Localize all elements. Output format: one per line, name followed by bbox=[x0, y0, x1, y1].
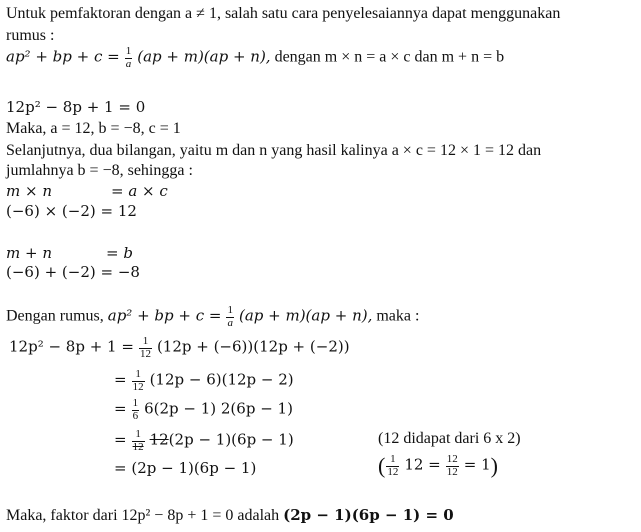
left-paren: ( bbox=[378, 453, 386, 479]
product-lhs: m × n bbox=[6, 182, 52, 200]
step-3-eq: = bbox=[114, 399, 127, 418]
product-values: (−6) × (−2) = 12 bbox=[6, 202, 137, 220]
intro-line-1: Untuk pemfaktoran dengan a ≠ 1, salah satu cara penyelesaiannya dapat menggunakan bbox=[6, 5, 561, 22]
sum-lhs: m + n bbox=[6, 244, 52, 262]
step-4-struck-twelve: 12 bbox=[149, 430, 169, 449]
dengan-rumus-line bbox=[6, 305, 419, 329]
step-5: = (2p − 1)(6p − 1) bbox=[114, 459, 257, 477]
coefficients: Maka, a = 12, b = −8, c = 1 bbox=[6, 120, 181, 137]
sum-values: (−6) + (−2) = −8 bbox=[6, 263, 140, 281]
dengan-rumus-suffix: maka : bbox=[376, 307, 420, 325]
product-rhs: = a × c bbox=[111, 182, 168, 200]
dengan-rumus-prefix: Dengan rumus, bbox=[6, 307, 104, 325]
step-1-rhs: (12p + (−6))(12p + (−2)) bbox=[156, 337, 350, 356]
step-2-eq: = bbox=[114, 370, 127, 389]
equation: 12p² − 8p + 1 = 0 bbox=[6, 98, 146, 116]
step-4 bbox=[114, 429, 294, 453]
conclusion-prefix: Maka, faktor dari 12p² − 8p + 1 = 0 adalah bbox=[6, 507, 280, 524]
fraction-one-over-twelve: $\frac{1}{12}$ bbox=[139, 335, 151, 360]
fraction-one-over-twelve-3: $\frac{1}{12}$ bbox=[387, 453, 399, 478]
fraction-twelve-over-twelve: $\frac{12}{12}$ bbox=[446, 453, 458, 478]
fraction-one-over-a: $\frac{1}{a}$ bbox=[125, 45, 132, 70]
note-fraction-check bbox=[378, 454, 498, 478]
selanjutnya-line-2: jumlahnya b = −8, sehingga : bbox=[6, 162, 193, 179]
step-3 bbox=[114, 398, 293, 422]
step-4-eq: = bbox=[114, 430, 127, 449]
note-2-end: = 1 bbox=[463, 455, 491, 474]
formula-lhs: ap² + bp + c = bbox=[6, 47, 120, 66]
step-1-lhs: 12p² − 8p + 1 = bbox=[9, 337, 134, 356]
fraction-one-over-a-2: $\frac{1}{a}$ bbox=[227, 304, 233, 329]
step-3-rhs: 6(2p − 1) 2(6p − 1) bbox=[144, 399, 293, 418]
conclusion bbox=[6, 508, 454, 524]
note-2-mid: 12 = bbox=[404, 455, 441, 474]
dengan-rumus-lhs: ap² + bp + c = bbox=[107, 306, 222, 325]
step-4-rhs: (2p − 1)(6p − 1) bbox=[168, 430, 294, 449]
note-12-from-6x2: (12 didapat dari 6 x 2) bbox=[378, 430, 521, 447]
formula-rhs: (ap + m)(ap + n), bbox=[137, 47, 271, 66]
step-2-rhs: (12p − 6)(12p − 2) bbox=[149, 370, 294, 389]
conclusion-answer: (2p − 1)(6p − 1) = 0 bbox=[283, 506, 454, 524]
fraction-one-over-twelve-struck: $\frac{1}{12}$ bbox=[132, 428, 144, 453]
fraction-one-over-twelve-2: $\frac{1}{12}$ bbox=[132, 368, 144, 393]
fraction-one-over-six: $\frac{1}{6}$ bbox=[132, 397, 139, 422]
selanjutnya-line-1: Selanjutnya, dua bilangan, yaitu m dan n yang hasil kalinya a × c = 12 × 1 = 12 dan bbox=[6, 142, 542, 159]
sum-rhs: = b bbox=[106, 244, 133, 262]
step-2 bbox=[114, 369, 294, 393]
step-1 bbox=[9, 336, 350, 360]
intro-line-2: rumus : bbox=[6, 27, 55, 44]
formula-condition: dengan m × n = a × c dan m + n = b bbox=[274, 48, 505, 66]
general-formula bbox=[6, 46, 504, 70]
right-paren: ) bbox=[490, 453, 498, 479]
dengan-rumus-rhs: (ap + m)(ap + n), bbox=[238, 306, 373, 325]
